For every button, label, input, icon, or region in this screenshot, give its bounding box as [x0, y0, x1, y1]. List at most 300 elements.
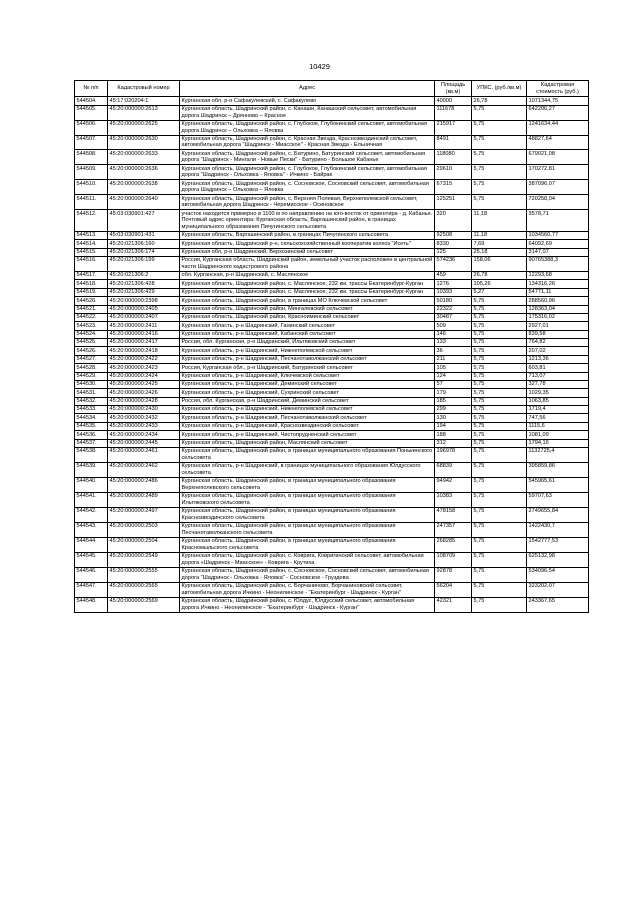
area-cell: 57 [435, 380, 472, 388]
row-number-cell: 544534. [75, 414, 108, 422]
area-cell: 188 [435, 431, 472, 439]
cadastral-number-cell: 45:20:000000:2489 [108, 492, 180, 507]
cadastral-value-cell: 2749655,84 [527, 507, 589, 522]
area-cell: 574236 [435, 257, 472, 272]
area-cell: 133 [435, 339, 472, 347]
address-cell: Курганская область, Шадринский район, с. Красная Звезда, Краснозвездинский сельсовет, автомобильная дорога "Шадринск - Миасское" - Красная Звезда - Ельничная [180, 135, 435, 150]
upks-cell: 5,75 [472, 389, 527, 397]
cadastral-number-cell: 45:03:030901:427 [108, 210, 180, 232]
row-number-cell: 544533. [75, 406, 108, 414]
cadastral-value-cell: 2927,01 [527, 322, 589, 330]
table-row [75, 355, 589, 363]
cadastral-number-cell: 45:03:030901:431 [108, 231, 180, 239]
upks-cell: 5,75 [472, 135, 527, 150]
upks-cell: 158,06 [472, 257, 527, 272]
cadastral-value-cell: 59707,63 [527, 492, 589, 507]
row-number-cell: 544513. [75, 231, 108, 239]
address-cell: Курганская область, Шадринский район, в границах муниципального образования Краснозвездинского сельсовета [180, 507, 435, 522]
cadastral-value-cell: 545965,61 [527, 477, 589, 492]
cadastral-number-cell: 45:20:000000:2432 [108, 414, 180, 422]
table-row [75, 582, 589, 597]
area-cell: 29610 [435, 165, 472, 180]
area-cell: 124 [435, 372, 472, 380]
upks-cell: 5,75 [472, 372, 527, 380]
row-number-cell: 544518. [75, 280, 108, 288]
cadastral-value-cell: 128363,04 [527, 305, 589, 313]
row-number-cell: 544545. [75, 552, 108, 567]
table-row [75, 105, 589, 120]
row-number-cell: 544544. [75, 537, 108, 552]
upks-cell: 5,75 [472, 431, 527, 439]
row-number-cell: 544524. [75, 330, 108, 338]
upks-cell: 5,75 [472, 105, 527, 120]
address-cell: Курганская область, р-н Шадринский, Ключевской сельсовет [180, 372, 435, 380]
cadastral-value-cell: 1241634,44 [527, 120, 589, 135]
area-cell: 8491 [435, 135, 472, 150]
address-cell: Курганская область, Шадринский район, в границах муниципального образования Верхнеполевского сельсовета [180, 477, 435, 492]
area-cell: 146 [435, 330, 472, 338]
row-number-cell: 544536. [75, 431, 108, 439]
address-cell: Курганская область, р-н Шадринский, Кабанский сельсовет [180, 330, 435, 338]
cadastral-value-cell: 288560,96 [527, 297, 589, 305]
cadastral-number-cell: 45:20:000000:2640 [108, 195, 180, 210]
row-number-cell: 544539. [75, 462, 108, 477]
upks-cell: 5,27 [472, 288, 527, 296]
area-cell: 312 [435, 439, 472, 447]
cadastral-value-cell: 679021,08 [527, 150, 589, 165]
cadastral-number-cell: 45:20:021306:160 [108, 240, 180, 248]
table-row [75, 135, 589, 150]
area-cell: 1276 [435, 280, 472, 288]
row-number-cell: 544510. [75, 180, 108, 195]
address-cell: Курганская область, Шадринский район, с. Маслянское, 232 км. трассы Екатеринбург-Курган [180, 280, 435, 288]
address-cell: Курганская область, Шадринский район, с. Маслянское, 232 км. трассы Екатеринбург-Курган [180, 288, 435, 296]
upks-cell: 5,75 [472, 305, 527, 313]
table-row [75, 507, 589, 522]
cadastral-value-cell: 1029,35 [527, 389, 589, 397]
upks-cell: 5,75 [472, 165, 527, 180]
area-cell: 10383 [435, 492, 472, 507]
table-row [75, 313, 589, 321]
address-cell: обл. Курганская, р-н Шадринский, с. Маслянское [180, 272, 435, 280]
area-cell: 247357 [435, 522, 472, 537]
cadastral-number-cell: 45:20:000000:2504 [108, 537, 180, 552]
cadastral-number-cell: 45:20:000000:2430 [108, 406, 180, 414]
row-number-cell: 544523. [75, 322, 108, 330]
row-number-cell: 544506. [75, 120, 108, 135]
address-cell: Курганская область, Шадринский район, с. Глубокое, Глубокинский сельсовет, автомобильная дорога Шадринск – Ольховка – Яловка [180, 120, 435, 135]
row-number-cell: 544511. [75, 195, 108, 210]
address-cell: Курганская область, р-н Шадринский, Песчанотаволжанский сельсовет [180, 414, 435, 422]
cadastral-value-cell: 323202,07 [527, 582, 589, 597]
upks-cell: 5,75 [472, 313, 527, 321]
cadastral-value-cell: 625132,98 [527, 552, 589, 567]
row-number-cell: 544505. [75, 105, 108, 120]
upks-cell: 5,75 [472, 422, 527, 430]
cadastral-value-cell: 747,56 [527, 414, 589, 422]
upks-cell: 5,75 [472, 180, 527, 195]
upks-cell: 26,78 [472, 97, 527, 105]
area-cell: 196978 [435, 447, 472, 462]
address-cell: Курганская область, Шадринский район, в границах МО Ключевской сельсовет [180, 297, 435, 305]
address-cell: Курганская область, Шадринский район, Красноиминский сельсовет [180, 313, 435, 321]
table-row [75, 280, 589, 288]
address-cell: Курганская область, Варгашинский район, в границах Пичугинского сельсовета [180, 231, 435, 239]
table-row [75, 248, 589, 256]
cadastral-value-cell: 327,78 [527, 380, 589, 388]
header-cadastral-number: Кадастровый номер [108, 81, 180, 97]
cadastral-number-cell: 45:20:000000:2497 [108, 507, 180, 522]
upks-cell: 11,18 [472, 210, 527, 232]
cadastral-number-cell: 45:20:000000:2418 [108, 347, 180, 355]
upks-cell: 5,75 [472, 380, 527, 388]
upks-cell: 5,75 [472, 364, 527, 372]
cadastral-number-cell: 45:20:000000:2565 [108, 582, 180, 597]
address-cell: Курганская область, Шадринский район, Мингалевский сельсовет [180, 305, 435, 313]
table-row [75, 195, 589, 210]
cadastral-value-cell: 243367,65 [527, 597, 589, 612]
address-cell: Курганская область, р-н Шадринский, в границах муниципального образования Юлдусского сельсовета [180, 462, 435, 477]
table-row [75, 477, 589, 492]
upks-cell: 5,75 [472, 507, 527, 522]
upks-cell: 5,75 [472, 120, 527, 135]
area-cell: 268285 [435, 537, 472, 552]
page-number: 10429 [309, 62, 330, 71]
table-header-row [75, 81, 589, 97]
address-cell: Курганская область, Шадринский район, Маслянский сельсовет [180, 439, 435, 447]
table-row [75, 492, 589, 507]
cadastral-number-cell: 45:20:000000:2405 [108, 305, 180, 313]
cadastral-value-cell: 48827,64 [527, 135, 589, 150]
address-cell: Курганская область, Шадринский район, с. Юлдус, Юлдусский сельсовет, автомобильная дорога Ичкино - Неонилинское - "Екатеринбург - Шадринск - Курган" [180, 597, 435, 612]
cadastral-value-cell: 175316,02 [527, 313, 589, 321]
area-cell: 8330 [435, 240, 472, 248]
area-cell: 92508 [435, 231, 472, 239]
upks-cell: 5,75 [472, 330, 527, 338]
area-cell: 320 [435, 210, 472, 232]
area-cell: 40000 [435, 97, 472, 105]
row-number-cell: 544525. [75, 339, 108, 347]
area-cell: 105 [435, 364, 472, 372]
cadastral-number-cell: 45:20:000000:2424 [108, 372, 180, 380]
cadastral-value-cell: 3147,07 [527, 248, 589, 256]
row-number-cell: 544521. [75, 305, 108, 313]
address-cell: Курганская область, Шадринский р-н, сельскохозяйственный кооператив колхоз "Исеть" [180, 240, 435, 248]
cadastral-number-cell: 45:20:000000:2555 [108, 567, 180, 582]
area-cell: 30487 [435, 313, 472, 321]
upks-cell: 5,75 [472, 522, 527, 537]
area-cell: 10393 [435, 288, 472, 296]
area-cell: 509 [435, 322, 472, 330]
row-number-cell: 544546. [75, 567, 108, 582]
table-row [75, 389, 589, 397]
area-cell: 56204 [435, 582, 472, 597]
header-cadastral-value: Кадастровая стоимость (руб.) [527, 81, 589, 97]
area-cell: 125 [435, 248, 472, 256]
table-row [75, 372, 589, 380]
upks-cell: 5,75 [472, 322, 527, 330]
cadastral-number-cell: 45:20:000000:2461 [108, 447, 180, 462]
cadastral-value-cell: 1071344,75 [527, 97, 589, 105]
table-row [75, 422, 589, 430]
table-row [75, 150, 589, 165]
cadastral-value-cell: 839,58 [527, 330, 589, 338]
cadastral-value-cell: 642206,27 [527, 105, 589, 120]
address-cell: Курганская область, Шадринский район, с. Глубокое, Глубокинский сельсовет, автомобильная дорога "Шадринск - Ольховка - Яловка" - Ичкино - Байрак [180, 165, 435, 180]
area-cell: 111678 [435, 105, 472, 120]
cadastral-number-cell: 45:20:000000:2422 [108, 355, 180, 363]
table-row [75, 322, 589, 330]
table-row [75, 439, 589, 447]
area-cell: 67315 [435, 180, 472, 195]
address-cell: Россия, Курганская обл., р-н Шадринский, Батуринский сельсовет [180, 364, 435, 372]
table-row [75, 330, 589, 338]
row-number-cell: 544547. [75, 582, 108, 597]
row-number-cell: 544504. [75, 97, 108, 105]
address-cell: Курганская область, Шадринский район, с. Сосновское, Сосновский сельсовет, автомобильная дорога Шадринск – Ольховка – Яловка [180, 180, 435, 195]
address-cell: Курганская область, Шадринский район, с. Сосновское, Сосновский сельсовет, автомобильная дорога "Шадринск - Ольховка - Яловка" - Сосновское - Груздева [180, 567, 435, 582]
upks-cell: 5,75 [472, 355, 527, 363]
table-body [75, 97, 589, 612]
address-cell: Курганская область, Шадринский район, с. Канаши, Канашский сельсовет, автомобильная дорога Шадринск – Дрянново – Красное [180, 105, 435, 120]
area-cell: 108709 [435, 552, 472, 567]
upks-cell: 105,26 [472, 280, 527, 288]
cadastral-number-cell: 45:20:021306:428 [108, 280, 180, 288]
cadastral-value-cell: 207,02 [527, 347, 589, 355]
address-cell: Курганская область, р-н Шадринский, Краснозвездинский сельсовет [180, 422, 435, 430]
row-number-cell: 544529. [75, 372, 108, 380]
cadastral-number-cell: 45:20:000000:2423 [108, 364, 180, 372]
address-cell: Россия, обл. Курганская, р-н Шадринский, Ильтяковский сельсовет [180, 339, 435, 347]
row-number-cell: 544516. [75, 257, 108, 272]
row-number-cell: 544548. [75, 597, 108, 612]
table-row [75, 305, 589, 313]
area-cell: 299 [435, 406, 472, 414]
address-cell: Курганская область, Шадринский район, в границах муниципального образования Понькинского сельсовета [180, 447, 435, 462]
table-row [75, 288, 589, 296]
table-row [75, 567, 589, 582]
row-number-cell: 544528. [75, 364, 108, 372]
table-row [75, 364, 589, 372]
cadastral-value-cell: 713,07 [527, 372, 589, 380]
address-cell: Курганская область, р-н Шадринский, Сухринский сельсовет [180, 389, 435, 397]
cadastral-value-cell: 1542777,53 [527, 537, 589, 552]
area-cell: 36 [435, 347, 472, 355]
address-cell: Курганская область, Шадринский район, с. Батурино, Батуринский сельсовет, автомобильная дорога "Шадринск - Мингали - Новые Пески" - Батурино - Большое Кабанье [180, 150, 435, 165]
cadastral-value-cell: 1034560,77 [527, 231, 589, 239]
upks-cell: 5,75 [472, 492, 527, 507]
table-row [75, 431, 589, 439]
upks-cell: 5,75 [472, 552, 527, 567]
row-number-cell: 544507. [75, 135, 108, 150]
table-row [75, 231, 589, 239]
area-cell: 478158 [435, 507, 472, 522]
table-row [75, 414, 589, 422]
cadastral-value-cell: 1719,4 [527, 406, 589, 414]
row-number-cell: 544520. [75, 297, 108, 305]
cadastral-number-cell: 45:20:000000:2503 [108, 522, 180, 537]
cadastral-number-cell: 45:20:000000:2625 [108, 120, 180, 135]
cadastral-value-cell: 1213,36 [527, 355, 589, 363]
address-cell: Россия, Курганская область, Шадринский район, земельный участок расположен в центральной части Шадринского кадастрового района [180, 257, 435, 272]
area-cell: 42321 [435, 597, 472, 612]
upks-cell: 5,75 [472, 414, 527, 422]
cadastral-table [74, 80, 589, 613]
cadastral-number-cell: 45:20:000000:2428 [108, 397, 180, 405]
row-number-cell: 544514. [75, 240, 108, 248]
cadastral-value-cell: 1794,16 [527, 439, 589, 447]
cadastral-number-cell: 45:17:020204:1 [108, 97, 180, 105]
cadastral-value-cell: 720258,04 [527, 195, 589, 210]
upks-cell: 5,75 [472, 347, 527, 355]
address-cell: Курганская область, Шадринский район, с. Коврига, Ковригинский сельсовет, автомобильная дорога «Шадринск - Миасское» - Коврига - Крутиха [180, 552, 435, 567]
header-number: № п/п [75, 81, 108, 97]
table-row [75, 522, 589, 537]
header-address: Адрес [180, 81, 435, 97]
table-row [75, 120, 589, 135]
table-row [75, 406, 589, 414]
cadastral-value-cell: 12293,68 [527, 272, 589, 280]
cadastral-number-cell: 45:20:000000:2398 [108, 297, 180, 305]
row-number-cell: 544541. [75, 492, 108, 507]
row-number-cell: 544517. [75, 272, 108, 280]
cadastral-number-cell: 45:20:000000:2638 [108, 180, 180, 195]
upks-cell: 5,75 [472, 582, 527, 597]
cadastral-number-cell: 45:20:021306:174 [108, 248, 180, 256]
table-row [75, 97, 589, 105]
row-number-cell: 544508. [75, 150, 108, 165]
cadastral-value-cell: 764,82 [527, 339, 589, 347]
row-number-cell: 544537. [75, 439, 108, 447]
row-number-cell: 544512. [75, 210, 108, 232]
cadastral-value-cell: 54771,11 [527, 288, 589, 296]
address-cell: Курганская область, р-н Шадринский, Песчанотаволжанский сельсовет [180, 355, 435, 363]
cadastral-value-cell: 90765388,3 [527, 257, 589, 272]
row-number-cell: 544519. [75, 288, 108, 296]
area-cell: 215917 [435, 120, 472, 135]
cadastral-number-cell: 45:20:000000:2549 [108, 552, 180, 567]
upks-cell: 5,75 [472, 597, 527, 612]
address-cell: Курганская область, р-н Шадринский, Чистопрудненский сельсовет [180, 431, 435, 439]
upks-cell: 7,69 [472, 240, 527, 248]
cadastral-value-cell: 395859,86 [527, 462, 589, 477]
cadastral-number-cell: 45:20:000000:2462 [108, 462, 180, 477]
table-row [75, 347, 589, 355]
row-number-cell: 544509. [75, 165, 108, 180]
table-row [75, 552, 589, 567]
upks-cell: 26,78 [472, 272, 527, 280]
area-cell: 130 [435, 414, 472, 422]
table-row [75, 597, 589, 612]
table-row [75, 272, 589, 280]
upks-cell: 5,75 [472, 150, 527, 165]
area-cell: 68839 [435, 462, 472, 477]
cadastral-value-cell: 1081,09 [527, 431, 589, 439]
table-row [75, 210, 589, 232]
cadastral-value-cell: 170272,81 [527, 165, 589, 180]
table-row [75, 462, 589, 477]
area-cell: 92878 [435, 567, 472, 582]
cadastral-value-cell: 64092,69 [527, 240, 589, 248]
area-cell: 194 [435, 422, 472, 430]
upks-cell: 5,75 [472, 297, 527, 305]
address-cell: Курганская область, Шадринский район, с. Борчаниново, Борчаниновский сельсовет, автомобильная дорога Ичкино - Неонилинское - "Екатеринбург - Шадринск - Курган" [180, 582, 435, 597]
area-cell: 211 [435, 355, 472, 363]
address-cell: Курганская область, Шадринский район, в границах муниципального образования Красномыльского сельсовета [180, 537, 435, 552]
address-cell: Курганская область, Шадринский район, в границах муниципального образования Ильтяковского сельсовета [180, 492, 435, 507]
cadastral-number-cell: 45:20:000000:2417 [108, 339, 180, 347]
address-cell: Курганская область, р-н Шадринский, Ганинский сельсовет [180, 322, 435, 330]
address-cell: участок находится примерно в 1100 м по направлению на юго-восток от ориентира - д. Кабанье. Почтовый адрес ориентира: Курганская область, Варгашинский район, в границах муниципального образования Пичугинского сельсовета [180, 210, 435, 232]
cadastral-number-cell: 45:20:000000:2426 [108, 389, 180, 397]
cadastral-number-cell: 45:20:021306:429 [108, 288, 180, 296]
row-number-cell: 544531. [75, 389, 108, 397]
address-cell: Курганская область, р-н Шадринский, Деминский сельсовет [180, 380, 435, 388]
cadastral-number-cell: 45:20:000000:2425 [108, 380, 180, 388]
row-number-cell: 544535. [75, 422, 108, 430]
row-number-cell: 544542. [75, 507, 108, 522]
address-cell: Курганская область, р-н Шадринский, Нижнеполевской сельсовет [180, 406, 435, 414]
row-number-cell: 544527. [75, 355, 108, 363]
cadastral-number-cell: 45:20:021306:199 [108, 257, 180, 272]
table-row [75, 180, 589, 195]
cadastral-number-cell: 45:20:000000:2411 [108, 322, 180, 330]
cadastral-number-cell: 45:20:021306:2 [108, 272, 180, 280]
upks-cell: 5,75 [472, 462, 527, 477]
address-cell: Россия, обл. Курганская, р-н Шадринский, Деминский сельсовет [180, 397, 435, 405]
cadastral-number-cell: 45:20:000000:2613 [108, 105, 180, 120]
cadastral-value-cell: 1132725,4 [527, 447, 589, 462]
row-number-cell: 544532. [75, 397, 108, 405]
cadastral-number-cell: 45:20:000000:2633 [108, 150, 180, 165]
cadastral-value-cell: 3578,71 [527, 210, 589, 232]
area-cell: 50180 [435, 297, 472, 305]
area-cell: 22322 [435, 305, 472, 313]
upks-cell: 5,75 [472, 447, 527, 462]
upks-cell: 5,75 [472, 397, 527, 405]
upks-cell: 5,75 [472, 406, 527, 414]
table-row [75, 537, 589, 552]
area-cell: 125251 [435, 195, 472, 210]
table-row [75, 397, 589, 405]
cadastral-number-cell: 45:20:000000:2433 [108, 422, 180, 430]
area-cell: 185 [435, 397, 472, 405]
area-cell: 459 [435, 272, 472, 280]
table-row [75, 240, 589, 248]
cadastral-number-cell: 45:20:000000:2445 [108, 439, 180, 447]
row-number-cell: 544515. [75, 248, 108, 256]
row-number-cell: 544538. [75, 447, 108, 462]
upks-cell: 11,18 [472, 231, 527, 239]
cadastral-value-cell: 603,81 [527, 364, 589, 372]
address-cell: Курганская область, Шадринский район, с. Верхняя Полевая, Верхнеполевской сельсовет, автомобильная дорога Шадринск - Черемисское - Осиновское [180, 195, 435, 210]
area-cell: 118080 [435, 150, 472, 165]
upks-cell: 5,75 [472, 439, 527, 447]
table-row [75, 380, 589, 388]
address-cell: Курганская область, р-н Шадринский, Нижнеполевской сельсовет [180, 347, 435, 355]
cadastral-value-cell: 134316,26 [527, 280, 589, 288]
table-row [75, 297, 589, 305]
header-area: Площадь (кв.м) [435, 81, 472, 97]
cadastral-value-cell: 1422430,7 [527, 522, 589, 537]
upks-cell: 5,75 [472, 567, 527, 582]
row-number-cell: 544530. [75, 380, 108, 388]
cadastral-value-cell: 387096,07 [527, 180, 589, 195]
address-cell: Курганская область, Шадринский район, в границах муниципального образования Песчанотаволжанского сельсовета [180, 522, 435, 537]
cadastral-value-cell: 1115,6 [527, 422, 589, 430]
cadastral-number-cell: 45:20:000000:2416 [108, 330, 180, 338]
address-cell: Курганская обл, р-н Сафакулевский, с. Сафакулево [180, 97, 435, 105]
